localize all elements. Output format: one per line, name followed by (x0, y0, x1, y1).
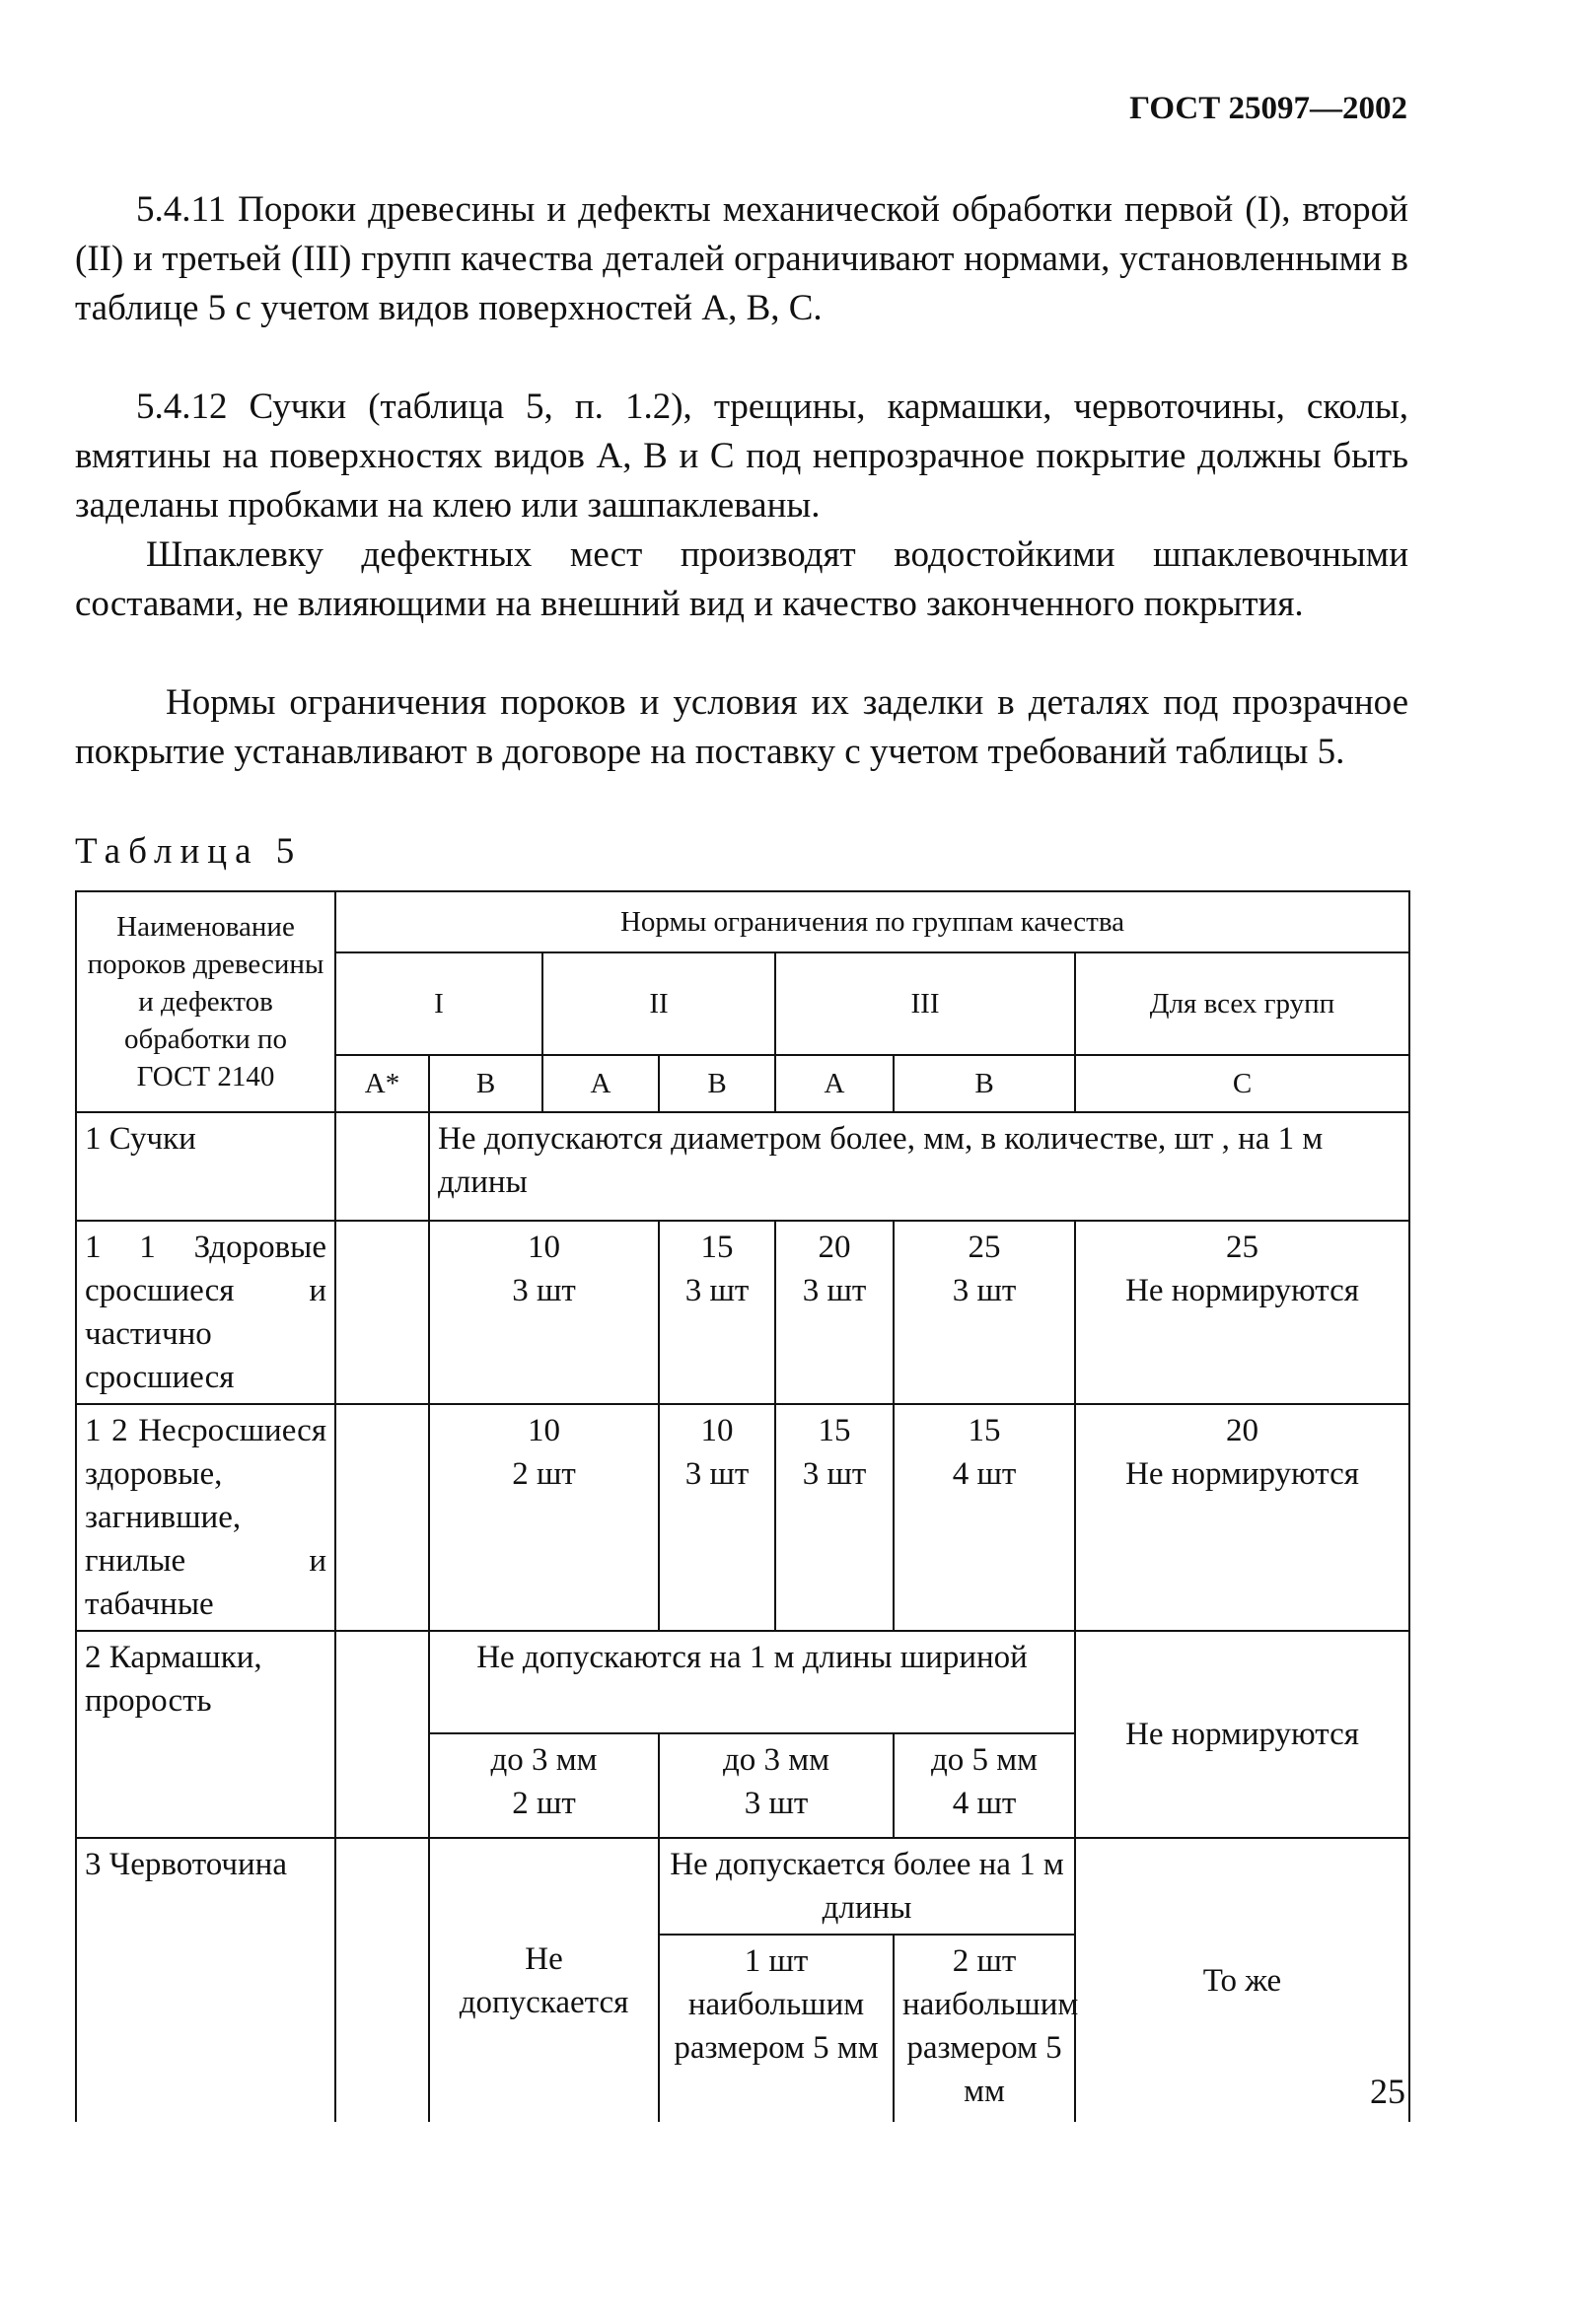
value: 20 (818, 1230, 851, 1265)
table-caption: Таблица 5 (75, 831, 303, 872)
document-header: ГОСТ 25097—2002 (1129, 91, 1407, 126)
value: до 3 мм (490, 1742, 598, 1778)
header-norms: Нормы ограничения по группам качества (335, 891, 1409, 952)
row-2-name: 2 Кармашки, прорость (76, 1631, 335, 1838)
row-1-1-cell-3 (775, 1221, 894, 1404)
row-2-cell-1 (429, 1733, 659, 1838)
row-1-note: Не допускаются диаметром более, мм, в количестве, шт , на 1 м длины (429, 1112, 1409, 1221)
paragraph-5-4-12: 5.4.12 Сучки (таблица 5, п. 1.2), трещины, кармашки, червоточины, сколы, вмятины на поверхностях видов А, В и С под непрозрачное покрытие должны быть заделаны пробками на клею или зашпаклеваны. (75, 387, 1408, 526)
row-1-1-cell-5 (1075, 1221, 1409, 1404)
paragraph-5-4-11: 5.4.11 Пороки древесины и дефекты механической обработки первой (I), второй (II) и третьей (III) групп качества деталей ограничивают нормами, установленными в таблице 5 с учетом видов поверхностей А, В, С. (75, 189, 1408, 328)
header-surface-a1: А* (335, 1055, 429, 1112)
header-all-groups: Для всех групп (1075, 952, 1409, 1055)
count: 3 шт (684, 1273, 750, 1308)
header-group-2: II (542, 952, 775, 1055)
table-row (76, 1112, 1409, 1221)
value: 20 (1226, 1413, 1258, 1448)
value: 10 (700, 1413, 734, 1448)
row-3-cell-1: Не допускается (429, 1838, 659, 2122)
defects-table (75, 890, 1410, 2122)
count: 2 шт (512, 1456, 576, 1492)
value: 25 (1226, 1230, 1258, 1265)
value: до 3 мм (722, 1742, 830, 1778)
count: Не нормируются (1125, 1273, 1359, 1308)
row-1-2-cell-5 (1075, 1404, 1409, 1631)
count: 3 шт (744, 1786, 809, 1821)
count: 3 шт (802, 1456, 867, 1492)
count: 3 шт (512, 1273, 576, 1308)
count: 3 шт (684, 1456, 750, 1492)
row-2-empty (335, 1631, 429, 1838)
header-surface-a2: А (542, 1055, 659, 1112)
header-group-3: III (775, 952, 1075, 1055)
row-3-cell-5: То же (1075, 1838, 1409, 2122)
table-row (76, 1838, 1409, 1935)
row-3-name: 3 Червоточина (76, 1838, 335, 2122)
row-2-cell-5: Не нормируются (1075, 1631, 1409, 1838)
value: 15 (968, 1413, 1001, 1448)
row-1-1-cell-2 (659, 1221, 775, 1404)
count: Не нормируются (1125, 1456, 1359, 1492)
row-1-1-empty (335, 1221, 429, 1404)
value: 25 (968, 1230, 1001, 1265)
header-defect-name: Наименование пороков древесины и дефектов обработки по ГОСТ 2140 (76, 891, 335, 1112)
value: до 5 мм (930, 1742, 1039, 1778)
row-3-cell-2: 1 шт наибольшим размером 5 мм (659, 1935, 894, 2122)
table-row (76, 1404, 1409, 1631)
count: 4 шт (952, 1456, 1017, 1492)
header-surface-b1: В (429, 1055, 542, 1112)
value: 10 (528, 1230, 560, 1265)
value: 10 (528, 1413, 560, 1448)
table-row (76, 1631, 1409, 1733)
value: 15 (700, 1230, 734, 1265)
row-1-1-cell-1 (429, 1221, 659, 1404)
row-1-empty (335, 1112, 429, 1221)
row-3-empty (335, 1838, 429, 2122)
row-1-2-name: 1 2 Несросшиеся здоровые, загнившие, гнилые и табачные (76, 1404, 335, 1631)
row-1-2-cell-4 (894, 1404, 1075, 1631)
count: 4 шт (952, 1786, 1017, 1821)
row-1-1-cell-4 (894, 1221, 1075, 1404)
count: 3 шт (802, 1273, 867, 1308)
row-1-2-empty (335, 1404, 429, 1631)
row-1-name: 1 Сучки (76, 1112, 335, 1221)
header-group-1: I (335, 952, 542, 1055)
header-surface-b3: В (894, 1055, 1075, 1112)
row-1-2-cell-2 (659, 1404, 775, 1631)
count: 2 шт (512, 1786, 576, 1821)
header-surface-b2: В (659, 1055, 775, 1112)
row-3-note: Не допускается более на 1 м длины (659, 1838, 1075, 1935)
row-3-cell-3: 2 шт наибольшим размером 5 мм (894, 1935, 1075, 2122)
row-1-2-cell-3 (775, 1404, 894, 1631)
value: 15 (818, 1413, 851, 1448)
row-2-note: Не допускаются на 1 м длины шириной (429, 1631, 1075, 1733)
count: 3 шт (952, 1273, 1017, 1308)
header-surface-a3: А (775, 1055, 894, 1112)
table-row (76, 1221, 1409, 1404)
page-number: 25 (1370, 2072, 1405, 2111)
row-1-1-name: 1 1 Здоровые сросшиеся и частично сросшиеся (76, 1221, 335, 1404)
row-1-2-cell-1 (429, 1404, 659, 1631)
paragraph-norms: Нормы ограничения пороков и условия их заделки в деталях под прозрачное покрытие устанавливают в договоре на поставку с учетом требований таблицы 5. (75, 682, 1408, 772)
paragraph-putty: Шпаклевку дефектных мест производят водостойкими шпаклевочными составами, не влияющими на внешний вид и качество законченного покрытия. (75, 534, 1408, 624)
header-surface-c: С (1075, 1055, 1409, 1112)
row-2-cell-3 (894, 1733, 1075, 1838)
row-2-cell-2 (659, 1733, 894, 1838)
